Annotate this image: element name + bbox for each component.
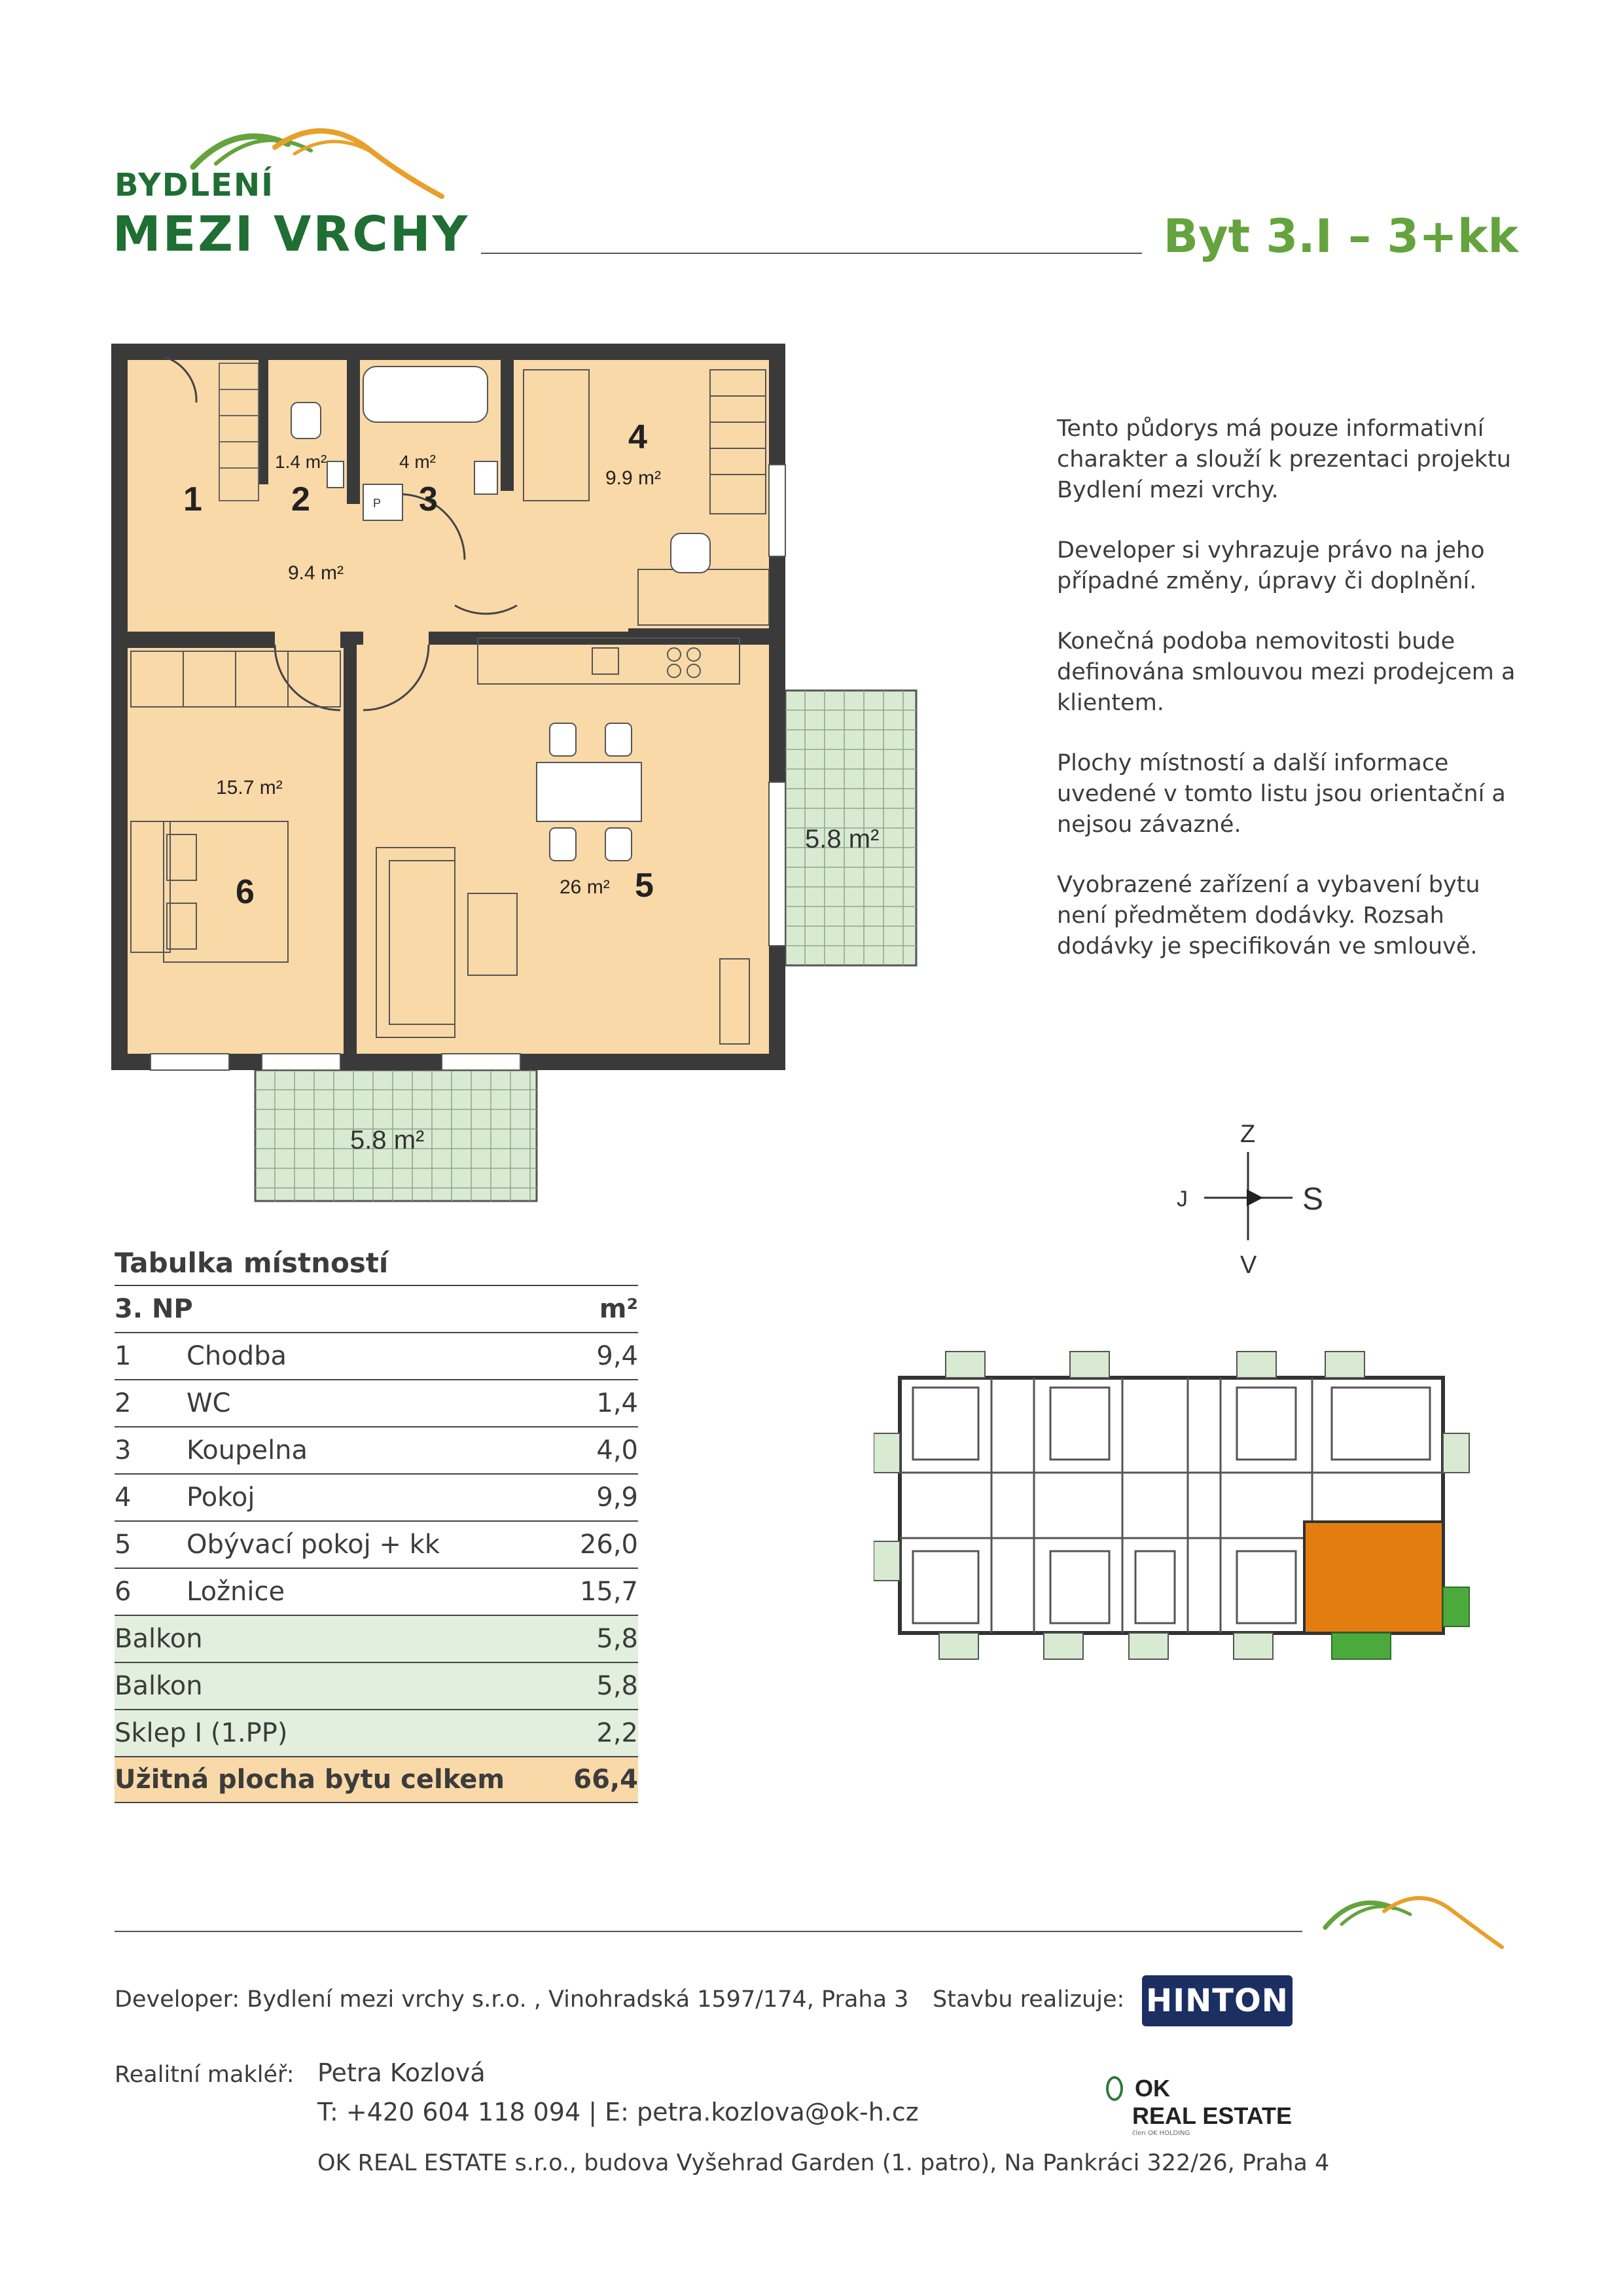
- note-3: Konečná podoba nemovitosti bude definována smlouvou mezi prodejcem a klientem.: [1057, 628, 1516, 716]
- table-row: [115, 1332, 638, 1379]
- room-2-number: 2: [291, 480, 310, 518]
- room-4-number: 4: [628, 418, 647, 456]
- note-4: Plochy místností a další informace uvedené v tomto listu jsou orientační a nejsou závazné.: [1057, 750, 1506, 838]
- row-number: 5: [115, 1530, 132, 1560]
- logo-text-mezi-vrchy: MEZI VRCHY: [113, 206, 470, 262]
- room-6-number: 6: [236, 873, 255, 911]
- builder-label: Stavbu realizuje:: [933, 1986, 1125, 2013]
- row-value: 2,2: [596, 1718, 638, 1748]
- row-number: 4: [115, 1482, 132, 1513]
- row-name: Sklep I (1.PP): [115, 1718, 288, 1748]
- disclaimer-notes: [1057, 414, 1528, 992]
- room-3-number: 3: [419, 480, 438, 518]
- table-row: [115, 1520, 638, 1568]
- room-6-area: 15.7 m²: [216, 777, 283, 798]
- row-value: 5,8: [596, 1624, 638, 1654]
- table-title: Tabulka místností: [115, 1247, 389, 1279]
- compass-west: J: [1177, 1187, 1188, 1211]
- row-number: 2: [115, 1388, 132, 1418]
- floor-overview-map: [874, 1342, 1479, 1689]
- room-6-master-bedroom: [128, 648, 344, 1054]
- row-name: Balkon: [115, 1624, 203, 1654]
- room-3-area: 4 m²: [399, 452, 436, 472]
- agent-contact: T: +420 604 118 094 | E: petra.kozlova@ok-h.cz: [317, 2098, 919, 2126]
- total-value: 66,4: [573, 1765, 638, 1795]
- row-number: 6: [115, 1577, 132, 1607]
- agency-address: OK REAL ESTATE s.r.o., budova Vyšehrad Garden (1. patro), Na Pankráci 322/26, Praha 4: [317, 2150, 1330, 2176]
- footer-divider: [115, 1931, 1302, 1932]
- logo-text-bydleni: BYDLENÍ: [115, 167, 274, 204]
- balcony-east-area: 5.8 m²: [805, 825, 880, 853]
- row-value: 4,0: [596, 1435, 638, 1465]
- compass-rose: [1152, 1113, 1348, 1283]
- row-name: Ložnice: [187, 1577, 285, 1607]
- row-name: Koupelna: [187, 1435, 308, 1465]
- ok-logo-mark-icon: [1106, 2076, 1123, 2101]
- balcony-south-area: 5.8 m²: [350, 1126, 425, 1155]
- row-value: 26,0: [579, 1530, 638, 1560]
- total-label: Užitná plocha bytu celkem: [115, 1765, 505, 1795]
- row-value: 9,9: [596, 1482, 638, 1513]
- row-number: 1: [115, 1341, 132, 1371]
- compass-east: S: [1302, 1182, 1324, 1217]
- floor-plan: [111, 344, 975, 1208]
- note-2: Developer si vyhrazuje právo na jeho případné změny, úpravy či doplnění.: [1057, 537, 1485, 594]
- row-number: 3: [115, 1435, 132, 1465]
- room-4-bedroom: [514, 360, 769, 628]
- table-row: [115, 1426, 638, 1473]
- table-row: [115, 1379, 638, 1426]
- row-name: Chodba: [187, 1341, 287, 1371]
- row-value: 5,8: [596, 1671, 638, 1701]
- developer-info: Developer: Bydlení mezi vrchy s.r.o. , Vinohradská 1597/174, Praha 3: [115, 1986, 909, 2013]
- hinton-logo: HINTON: [1142, 1975, 1293, 2026]
- room-5-number: 5: [635, 867, 654, 905]
- row-value: 9,4: [596, 1341, 638, 1371]
- room-1-area: 9.4 m²: [288, 562, 344, 584]
- ok-logo-small: člen OK HOLDING: [1132, 2130, 1190, 2137]
- shaft-label: P: [373, 497, 382, 510]
- room-4-area: 9.9 m²: [605, 467, 662, 489]
- table-row: [115, 1473, 638, 1520]
- room-table: [115, 1247, 638, 1803]
- agent-name: Petra Kozlová: [317, 2058, 486, 2087]
- room-2-area: 1.4 m²: [275, 452, 327, 472]
- row-value: 15,7: [579, 1577, 638, 1607]
- note-5: Vyobrazené zařízení a vybavení bytu není předmětem dodávky. Rozsah dodávky je specifikován ve smlouvě.: [1057, 872, 1480, 960]
- unit-title: Byt 3.I – 3+kk: [1163, 209, 1518, 263]
- unit-label: m²: [599, 1294, 638, 1324]
- header-divider: [481, 253, 1142, 254]
- room-5-area: 26 m²: [560, 876, 610, 898]
- table-row-balcony: [115, 1615, 638, 1662]
- floor-label: 3. NP: [115, 1294, 193, 1324]
- room-1-number: 1: [183, 480, 202, 518]
- row-name: WC: [187, 1388, 231, 1418]
- ok-real-estate-logo: [1106, 2075, 1292, 2137]
- highlighted-unit: [1304, 1522, 1443, 1633]
- table-row-cellar: [115, 1709, 638, 1756]
- ok-logo-top: OK: [1135, 2075, 1170, 2102]
- agent-label: Realitní makléř:: [115, 2062, 294, 2088]
- note-1: Tento půdorys má pouze informativní charakter a slouží k prezentaci projektu Bydlení mezi vrchy.: [1057, 416, 1511, 503]
- table-row-balcony: [115, 1662, 638, 1709]
- footer-logo-hills: [1322, 1888, 1505, 1954]
- table-row: [115, 1568, 638, 1615]
- row-value: 1,4: [596, 1388, 638, 1418]
- table-header-row: [115, 1285, 638, 1332]
- ok-logo-bottom: REAL ESTATE: [1132, 2102, 1293, 2129]
- table-row-total: [115, 1756, 638, 1803]
- row-name: Balkon: [115, 1671, 203, 1701]
- row-name: Pokoj: [187, 1482, 255, 1513]
- compass-south: V: [1240, 1251, 1257, 1279]
- row-name: Obývací pokoj + kk: [187, 1530, 440, 1560]
- compass-north: Z: [1240, 1121, 1256, 1148]
